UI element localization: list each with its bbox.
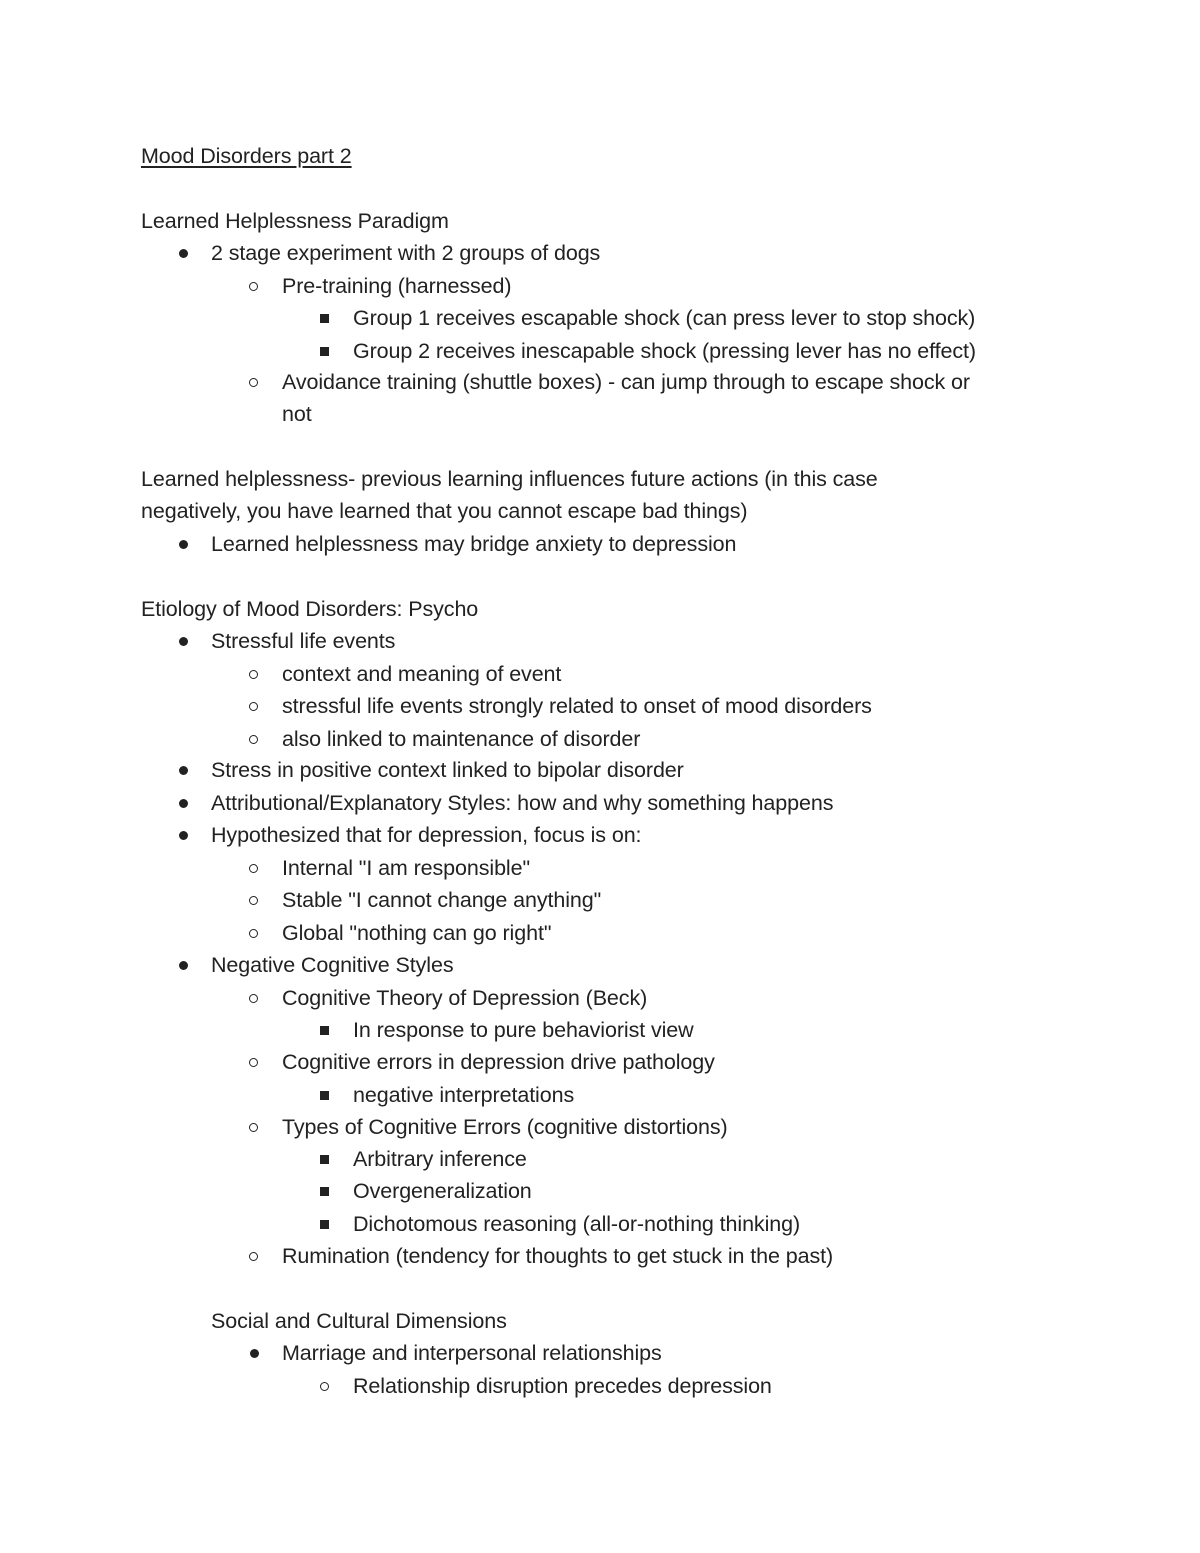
list-item-text: Marriage and interpersonal relationships [282,1341,662,1365]
list-item-text: Rumination (tendency for thoughts to get stuck in the past) [282,1244,834,1268]
circle-bullet-icon [246,690,266,722]
list-item-text: Cognitive Theory of Depression (Beck) [282,986,648,1010]
list-item-text: Group 2 receives inescapable shock (pressing lever has no effect) [353,339,976,363]
paragraph-text: Learned helplessness- previous learning influences future actions (in this case [141,467,878,491]
list-item [0,723,1200,755]
list-item-continuation [0,398,1200,430]
list-item-text: 2 stage experiment with 2 groups of dogs [211,241,601,265]
disc-bullet-icon [246,1337,266,1369]
circle-bullet-icon [246,723,266,755]
list-item [0,754,1200,786]
circle-bullet-icon [246,982,266,1014]
list-item [0,1240,1200,1272]
list-item-text: Stress in positive context linked to bipolar disorder [211,758,684,782]
section4-heading: Social and Cultural Dimensions [211,1309,507,1333]
list-item [0,237,1200,269]
square-bullet-icon [317,1175,337,1207]
paragraph-text: negatively, you have learned that you cannot escape bad things) [141,499,748,523]
list-item [0,884,1200,916]
list-item-text: Learned helplessness may bridge anxiety to depression [211,532,737,556]
list-item [0,625,1200,657]
circle-bullet-icon [246,917,266,949]
circle-bullet-icon [246,1111,266,1143]
section1-heading: Learned Helplessness Paradigm [141,209,449,233]
list-item-text: Internal "I am responsible" [282,856,530,880]
section-heading [0,205,1200,237]
list-item-text: In response to pure behaviorist view [353,1018,694,1042]
list-item-text: Hypothesized that for depression, focus is on: [211,823,642,847]
square-bullet-icon [317,1208,337,1240]
list-item [0,302,1200,334]
paragraph-line [0,495,1200,527]
disc-bullet-icon [175,754,195,786]
circle-bullet-icon [246,1240,266,1272]
section-heading [0,593,1200,625]
list-item-text: stressful life events strongly related to onset of mood disorders [282,694,872,718]
circle-bullet-icon [246,852,266,884]
list-item-text: Stressful life events [211,629,396,653]
circle-bullet-icon [246,270,266,302]
section-heading [0,1305,1200,1337]
document-title: Mood Disorders part 2 [141,144,352,168]
list-item-text: Dichotomous reasoning (all-or-nothing thinking) [353,1212,801,1236]
list-item-text: Arbitrary inference [353,1147,527,1171]
list-item [0,1111,1200,1143]
list-item [0,1337,1200,1369]
list-item-text: not [282,402,312,426]
list-item [0,1370,1200,1402]
list-item [0,852,1200,884]
list-item-text: Overgeneralization [353,1179,532,1203]
disc-bullet-icon [175,949,195,981]
circle-bullet-icon [246,366,266,398]
section3-heading: Etiology of Mood Disorders: Psycho [141,597,479,621]
list-item-text: also linked to maintenance of disorder [282,727,641,751]
list-item [0,1175,1200,1207]
circle-bullet-icon [246,884,266,916]
disc-bullet-icon [175,787,195,819]
list-item-text: Relationship disruption precedes depression [353,1374,772,1398]
list-item [0,819,1200,851]
circle-bullet-icon [246,1046,266,1078]
document-title-line [0,140,1200,172]
list-item-text: Negative Cognitive Styles [211,953,454,977]
list-item [0,335,1200,367]
disc-bullet-icon [175,819,195,851]
list-item-text: negative interpretations [353,1083,575,1107]
square-bullet-icon [317,1079,337,1111]
list-item-text: Avoidance training (shuttle boxes) - can jump through to escape shock or [282,370,970,394]
list-item [0,528,1200,560]
circle-bullet-icon [246,658,266,690]
list-item [0,366,1200,398]
list-item-text: Types of Cognitive Errors (cognitive distortions) [282,1115,728,1139]
list-item [0,982,1200,1014]
list-item-text: Pre-training (harnessed) [282,274,512,298]
square-bullet-icon [317,1014,337,1046]
list-item-text: Stable "I cannot change anything" [282,888,602,912]
list-item-text: context and meaning of event [282,662,562,686]
list-item [0,690,1200,722]
disc-bullet-icon [175,625,195,657]
disc-bullet-icon [175,528,195,560]
list-item [0,949,1200,981]
list-item [0,787,1200,819]
list-item-text: Group 1 receives escapable shock (can press lever to stop shock) [353,306,976,330]
list-item [0,1143,1200,1175]
list-item-text: Cognitive errors in depression drive pathology [282,1050,715,1074]
square-bullet-icon [317,335,337,367]
square-bullet-icon [317,1143,337,1175]
list-item-text: Global "nothing can go right" [282,921,552,945]
list-item [0,1208,1200,1240]
list-item [0,1014,1200,1046]
list-item [0,658,1200,690]
list-item [0,1046,1200,1078]
list-item [0,917,1200,949]
list-item [0,1079,1200,1111]
list-item [0,270,1200,302]
list-item-text: Attributional/Explanatory Styles: how and why something happens [211,791,834,815]
paragraph-line [0,463,1200,495]
square-bullet-icon [317,302,337,334]
circle-bullet-icon [317,1370,337,1402]
disc-bullet-icon [175,237,195,269]
